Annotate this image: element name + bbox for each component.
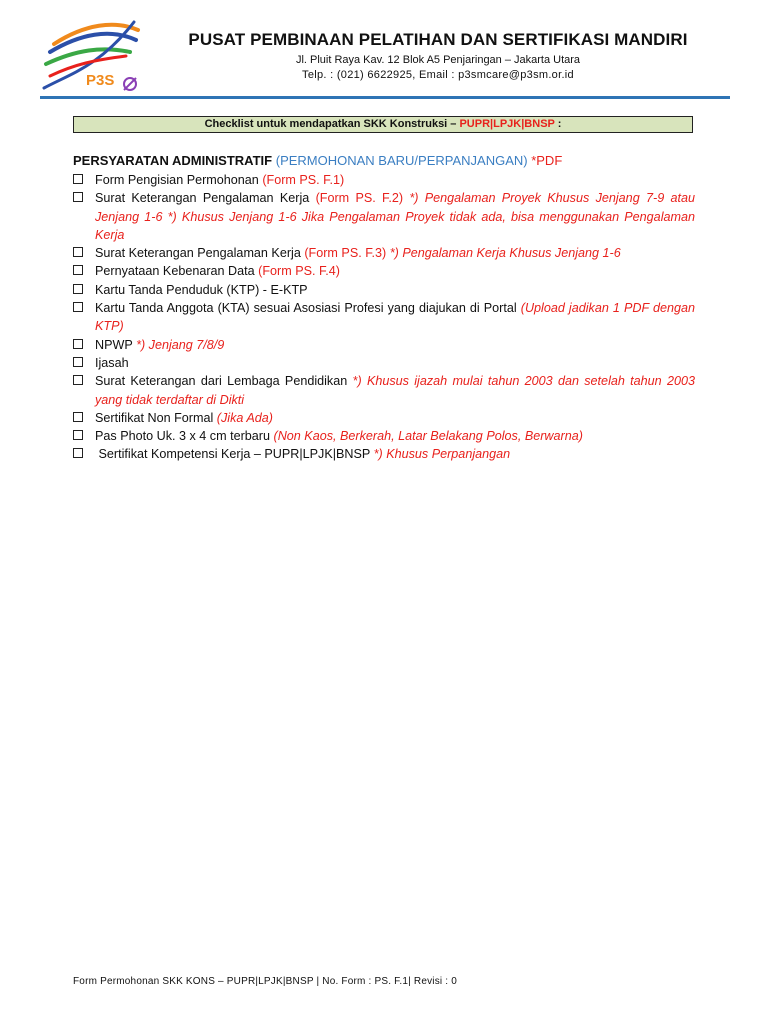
requirement-form-ref: (Form PS. F.2) — [315, 191, 404, 206]
checkbox[interactable] — [73, 339, 83, 349]
requirement-form-ref: (Form PS. F.3) — [304, 246, 387, 261]
p3sm-logo — [40, 14, 145, 96]
requirement-label: Surat Keterangan Pengalaman Kerja — [95, 191, 310, 206]
requirement-item — [73, 354, 695, 372]
section-format-note: *PDF — [531, 153, 563, 168]
logo-text: P3S — [86, 72, 115, 89]
requirement-item — [73, 372, 695, 409]
requirement-item — [73, 336, 695, 354]
requirement-label: Pernyataan Kebenaran Data — [95, 264, 255, 279]
checkbox[interactable] — [73, 174, 83, 184]
requirement-label: Surat Keterangan dari Lembaga Pendidikan — [95, 374, 348, 389]
requirement-label: NPWP — [95, 337, 133, 352]
checkbox[interactable] — [73, 247, 83, 257]
organization-title: PUSAT PEMBINAAN PELATIHAN DAN SERTIFIKASI MANDIRI — [188, 30, 688, 49]
checklist-banner — [73, 116, 693, 133]
requirement-label: Form Pengisian Permohonan — [95, 173, 259, 187]
requirement-item — [73, 189, 695, 244]
checkbox[interactable] — [73, 412, 83, 422]
requirement-item — [73, 262, 695, 280]
requirement-note: (Jika Ada) — [216, 410, 274, 425]
requirement-form-ref: (Form PS. F.4) — [258, 264, 341, 279]
requirement-item — [73, 409, 695, 427]
checkbox[interactable] — [73, 357, 83, 367]
requirement-note: *) Jenjang 7/8/9 — [136, 337, 225, 352]
requirement-label: Sertifikat Non Formal — [95, 410, 214, 425]
requirement-item — [73, 171, 695, 189]
requirement-label: Kartu Tanda Anggota (KTA) sesuai Asosiasi Profesi yang diajukan di Portal — [95, 301, 517, 316]
section-heading — [73, 153, 695, 168]
requirement-label: Sertifikat Kompetensi Kerja – PUPR|LPJK|BNSP — [95, 447, 371, 462]
requirement-item — [73, 244, 695, 262]
requirements-list — [73, 171, 695, 464]
requirement-note: *) Pengalaman Kerja Khusus Jenjang 1-6 — [389, 246, 621, 261]
requirement-label: Ijasah — [95, 355, 129, 370]
checklist-banner-text: Checklist untuk mendapatkan SKK Konstruksi – — [204, 118, 460, 130]
requirement-label: Surat Keterangan Pengalaman Kerja — [95, 246, 301, 261]
checkbox[interactable] — [73, 448, 83, 458]
organization-address: Jl. Pluit Raya Kav. 12 Blok A5 Penjaringan – Jakarta Utara — [295, 54, 581, 66]
checklist-banner-suffix: : — [554, 118, 562, 130]
organization-contact: Telp. : (021) 6622925, Email : p3smcare@p3sm.or.id — [302, 69, 574, 81]
requirement-item — [73, 445, 695, 463]
requirement-form-ref: (Form PS. F.1) — [262, 173, 345, 187]
requirement-label: Pas Photo Uk. 3 x 4 cm terbaru — [95, 429, 270, 444]
requirement-note: *) Khusus ijazah mulai tahun 2003 dan setelah tahun 2003 yang tidak terdaftar di Dikti — [95, 374, 695, 407]
form-footer: Form Permohonan SKK KONS – PUPR|LPJK|BNSP | No. Form : PS. F.1| Revisi : 0 — [73, 976, 458, 987]
requirement-item — [73, 299, 695, 336]
requirement-item — [73, 427, 695, 445]
requirement-note: *) Khusus Perpanjangan — [373, 447, 511, 462]
section-title: PERSYARATAN ADMINISTRATIF — [73, 153, 273, 168]
requirement-item — [73, 281, 695, 299]
requirement-note: *) Pengalaman Proyek Khusus Jenjang 7-9 atau Jenjang 1-6 *) Khusus Jenjang 1-6 Jika Pengalaman Proyek tidak ada, bisa menggunakan Pengalaman Kerja — [95, 191, 696, 242]
requirement-label: Kartu Tanda Penduduk (KTP) - E-KTP — [95, 282, 308, 297]
checkbox[interactable] — [73, 302, 83, 312]
requirement-note: (Upload jadikan 1 PDF dengan KTP) — [95, 301, 695, 334]
checkbox[interactable] — [73, 375, 83, 385]
header-divider — [40, 96, 730, 99]
checkbox[interactable] — [73, 192, 83, 202]
section-subtitle: (PERMOHONAN BARU/PERPANJANGAN) — [275, 153, 528, 168]
checkbox[interactable] — [73, 265, 83, 275]
checkbox[interactable] — [73, 284, 83, 294]
checkbox[interactable] — [73, 430, 83, 440]
checklist-banner-highlight: PUPR|LPJK|BNSP — [459, 118, 555, 130]
requirement-note: (Non Kaos, Berkerah, Latar Belakang Polos, Berwarna) — [273, 429, 583, 444]
